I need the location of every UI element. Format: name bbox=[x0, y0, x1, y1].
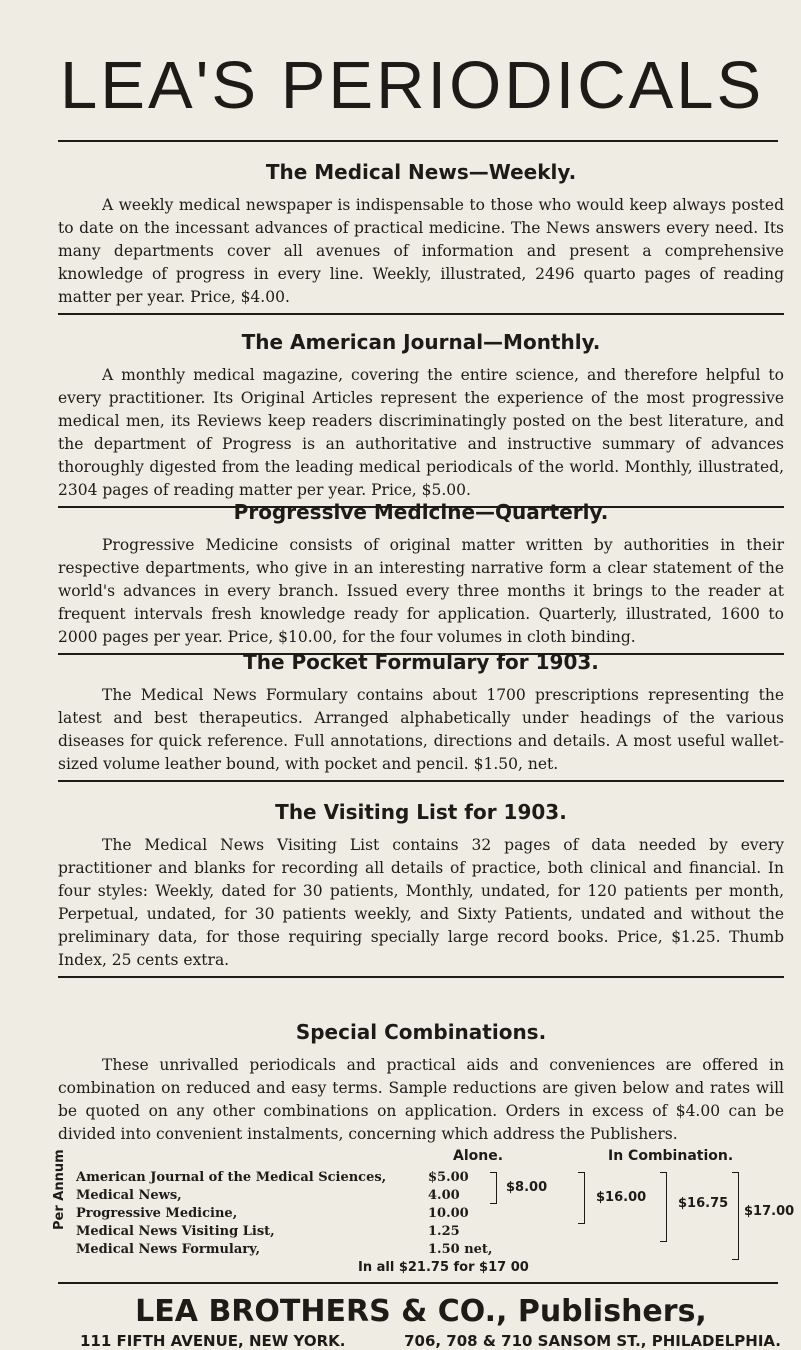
publisher-address-new-york: 111 FIFTH AVENUE, NEW YORK. bbox=[80, 1332, 346, 1350]
combo-price: $16.00 bbox=[596, 1190, 647, 1205]
per-annum-label: Per Annum bbox=[52, 1149, 67, 1230]
section-visiting-list bbox=[58, 800, 784, 978]
section-title: The Medical News—Weekly. bbox=[265, 160, 577, 184]
section-rule bbox=[58, 976, 784, 978]
section-body: The Medical News Formulary contains about 1700 prescriptions representing the latest and best therapeutics. Arranged alphabetically under headings of the various diseases for quick reference. Full annotations, directions and details. A most useful wallet-sized volume leather bound, with pocket and pencil. $1.50, net. bbox=[58, 686, 784, 773]
section-progressive-medicine bbox=[58, 500, 784, 655]
section-title: The Visiting List for 1903. bbox=[275, 800, 567, 824]
combo-price: $17.00 bbox=[744, 1204, 795, 1219]
section-body: A monthly medical magazine, covering the entire science, and therefore helpful to every practitioner. Its Original Articles represent the experience of the most progressive medical men, its Reviews keep readers discriminatingly posted on the best literature, and the department of Progress is an authoritative and instructive summary of advances thoroughly digested from the leading medical periodicals of the world. Monthly, illustrated, 2304 pages of reading matter per year. Price, $5.00. bbox=[58, 366, 784, 499]
section-body: Progressive Medicine consists of original matter written by authorities in their respective departments, who give in an interesting narrative form a clear statement of the world's advances in every branch. Issued every three months it brings to the reader at frequent intervals fresh knowledge ready for application. Quarterly, illustrated, 1600 to 2000 pages per year. Price, $10.00, for the four volumes in cloth binding. bbox=[58, 536, 784, 646]
table-cell-price: 1.50 net, bbox=[428, 1242, 493, 1257]
section-title: Progressive Medicine—Quarterly. bbox=[233, 500, 609, 524]
brace bbox=[660, 1172, 667, 1242]
brace bbox=[578, 1172, 585, 1224]
table-cell-price: 4.00 bbox=[428, 1188, 460, 1203]
table-row: Medical News Formulary, bbox=[76, 1242, 260, 1257]
brace bbox=[732, 1172, 739, 1260]
page-title: LEA'S PERIODICALS bbox=[60, 48, 765, 123]
publisher-address-philadelphia: 706, 708 & 710 SANSOM ST., PHILADELPHIA. bbox=[404, 1332, 781, 1350]
table-row: Medical News, bbox=[76, 1188, 182, 1203]
section-body: These unrivalled periodicals and practical aids and conveniences are offered in combination on reduced and easy terms. Sample reductions are given below and rates will be quoted on any other combinations on application. Orders in excess of $4.00 can be divided into convenient instalments, concerning which address the Publishers. bbox=[58, 1056, 784, 1143]
section-medical-news bbox=[58, 160, 784, 315]
brace bbox=[490, 1172, 497, 1204]
title-rule bbox=[58, 140, 778, 142]
combo-price: $8.00 bbox=[506, 1180, 548, 1195]
section-rule bbox=[58, 313, 784, 315]
combo-price: $16.75 bbox=[678, 1196, 729, 1211]
table-cell-price: 1.25 bbox=[428, 1224, 460, 1239]
table-rule bbox=[58, 1282, 778, 1284]
combination-total: In all $21.75 for $17 00 bbox=[358, 1260, 529, 1275]
table-cell-price: 10.00 bbox=[428, 1206, 469, 1221]
section-title: The American Journal—Monthly. bbox=[241, 330, 601, 354]
section-pocket-formulary bbox=[58, 650, 784, 782]
section-american-journal bbox=[58, 330, 784, 508]
table-cell-price: $5.00 bbox=[428, 1170, 469, 1185]
publisher-name: LEA BROTHERS & CO., Publishers, bbox=[135, 1294, 707, 1329]
section-special-combinations bbox=[58, 1020, 784, 1146]
table-row: Medical News Visiting List, bbox=[76, 1224, 275, 1239]
table-row: Progressive Medicine, bbox=[76, 1206, 238, 1221]
section-body: A weekly medical newspaper is indispensable to those who would keep always posted to date on the incessant advances of practical medicine. The News answers every need. Its many departments cover all avenues of information and present a comprehensive knowledge of progress in every line. Weekly, illustrated, 2496 quarto pages of reading matter per year. Price, $4.00. bbox=[58, 196, 784, 306]
section-title: The Pocket Formulary for 1903. bbox=[243, 650, 599, 674]
table-row: American Journal of the Medical Sciences, bbox=[76, 1170, 387, 1185]
section-body: The Medical News Visiting List contains 32 pages of data needed by every practitioner and blanks for recording all details of practice, both clinical and financial. In four styles: Weekly, dated for 30 patients, Monthly, undated, for 120 patients per month, Perpetual, undated, for 30 patients weekly, and Sixty Patients, undated and without the preliminary data, for those requiring specially large record books. Price, $1.25. Thumb Index, 25 cents extra. bbox=[58, 836, 784, 969]
column-head-combination: In Combination. bbox=[608, 1148, 734, 1164]
column-head-alone: Alone. bbox=[453, 1148, 504, 1164]
section-title: Special Combinations. bbox=[295, 1020, 547, 1044]
section-rule bbox=[58, 780, 784, 782]
